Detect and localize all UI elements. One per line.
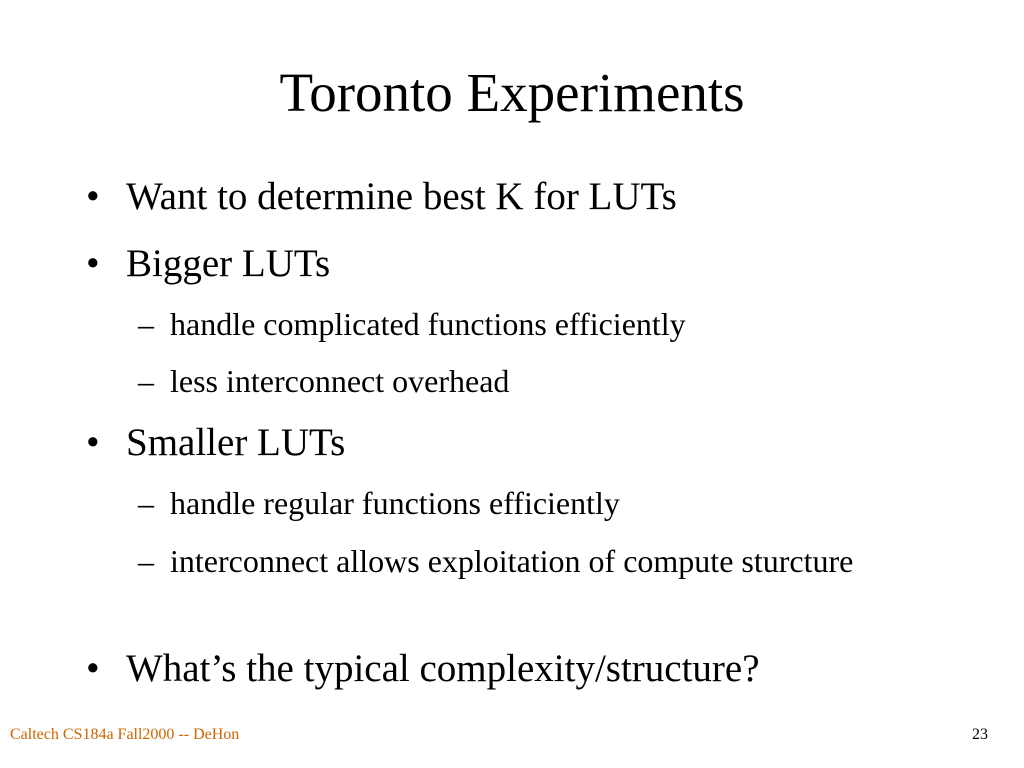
bullet-marker: • — [86, 242, 100, 285]
bullet-marker: • — [86, 175, 100, 218]
sub-bullet-marker: – — [138, 543, 154, 579]
sub-bullet-text: handle regular functions efficiently — [170, 485, 620, 521]
bullet-text: Want to determine best K for LUTs — [126, 175, 677, 218]
bullet-text: What’s the typical complexity/structure? — [126, 647, 760, 690]
slide-title: Toronto Experiments — [279, 62, 745, 123]
bullet-marker: • — [86, 647, 100, 690]
bullet-text: Smaller LUTs — [126, 421, 346, 464]
bullet-text: Bigger LUTs — [126, 242, 331, 285]
sub-bullet-text: handle complicated functions efficiently — [170, 306, 686, 342]
page-number: 23 — [972, 726, 988, 743]
bullet-marker: • — [86, 421, 100, 464]
sub-bullet-marker: – — [138, 485, 154, 521]
sub-bullet-marker: – — [138, 306, 154, 342]
footer-course: Caltech CS184a Fall2000 -- DeHon — [10, 726, 240, 743]
sub-bullet-text: interconnect allows exploitation of compute sturcture — [170, 543, 854, 579]
sub-bullet-marker: – — [138, 363, 154, 399]
sub-bullet-text: less interconnect overhead — [170, 363, 510, 399]
